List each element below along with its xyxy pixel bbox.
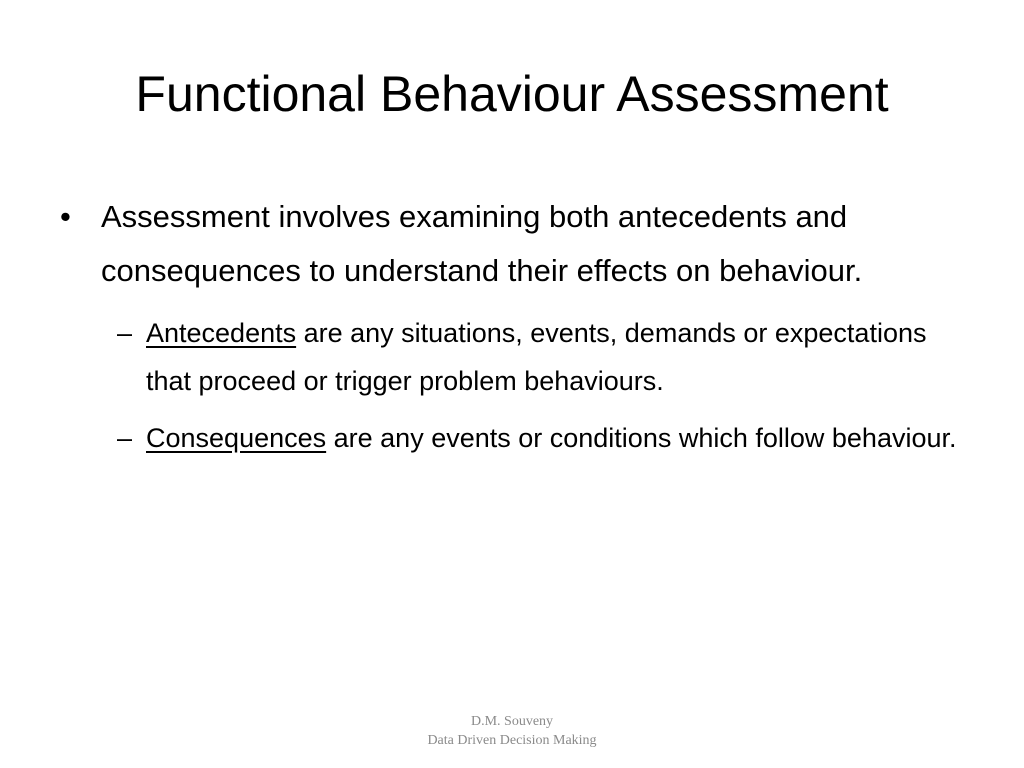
bullet-item xyxy=(56,190,966,298)
term-consequences: Consequences xyxy=(146,423,327,453)
bullet-text: Assessment involves examining both antecedents and consequences to understand their effects on behaviour. xyxy=(101,199,863,288)
slide-title: Functional Behaviour Assessment xyxy=(135,66,889,122)
term-antecedents: Antecedents xyxy=(146,318,297,348)
footer-author: D.M. Souveny xyxy=(470,714,554,729)
slide-content xyxy=(56,190,966,473)
slide-footer xyxy=(312,712,712,750)
bullet-marker: • xyxy=(60,199,71,234)
sub-bullet-item-antecedents xyxy=(56,310,966,405)
sub-bullet-list xyxy=(56,310,966,463)
sub-bullet-item-consequences xyxy=(56,415,966,463)
sub-bullet-marker: – xyxy=(117,423,133,453)
sub-bullet-text: are any situations, events, demands or expectations that proceed or trigger problem behaviours. xyxy=(146,318,927,396)
footer-course: Data Driven Decision Making xyxy=(427,733,597,748)
sub-bullet-text: are any events or conditions which follow behaviour. xyxy=(326,423,957,453)
sub-bullet-marker: – xyxy=(117,318,133,348)
